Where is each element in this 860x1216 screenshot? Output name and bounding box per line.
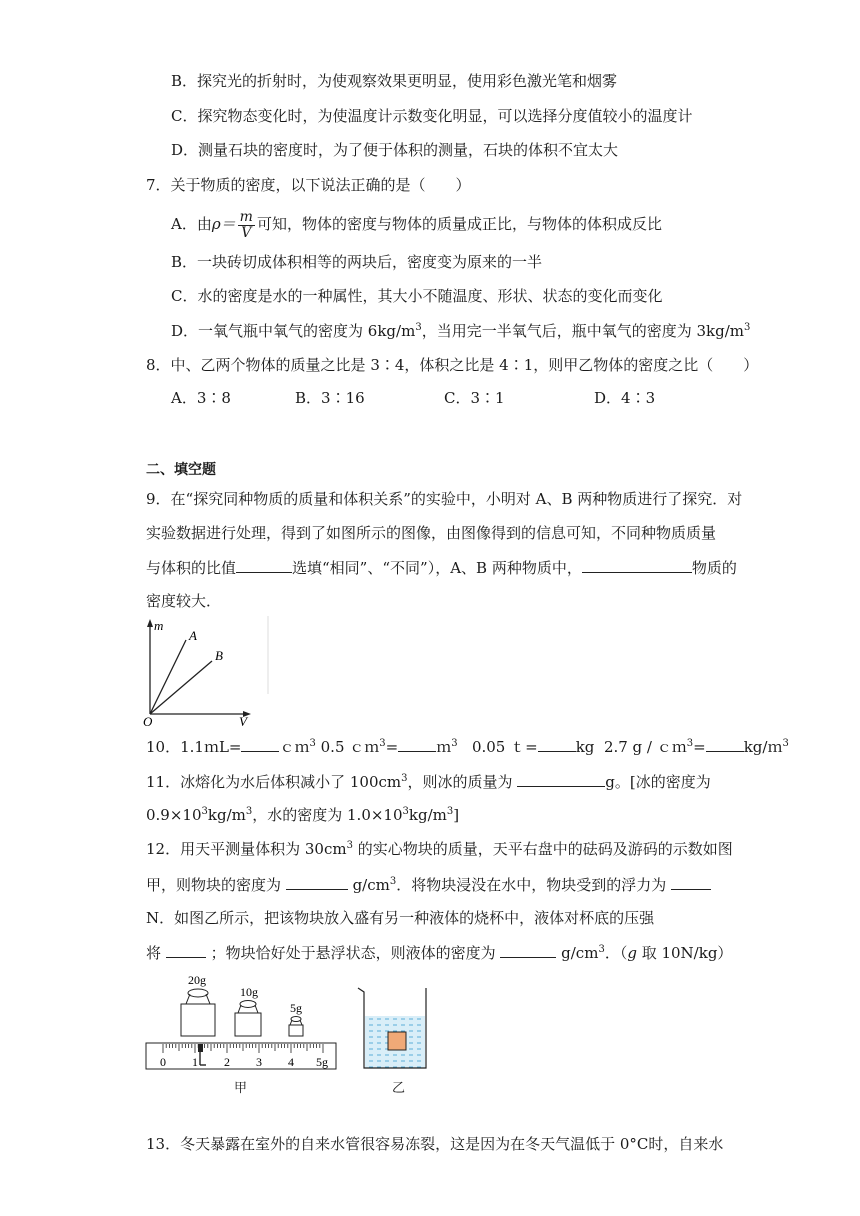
q9-line-1: 9．在“探究同种物质的质量和体积关系”的实验中，小明对 A、B 两种物质进行了探究．对 <box>146 490 743 508</box>
scale-label: 0 <box>160 1055 166 1069</box>
weight-10g <box>235 1013 261 1036</box>
superscript: 3 <box>451 738 458 749</box>
q11-line-2 <box>146 804 459 826</box>
q12-part-1: 12．用天平测量体积为 30cm <box>146 840 347 858</box>
superscript: 3 <box>782 738 789 749</box>
y-axis-label: m <box>154 618 164 633</box>
line-a-label: A <box>189 628 197 643</box>
q11-part-1: 11．冰熔化为水后体积减小了 100cm <box>146 773 402 791</box>
q9-line-3 <box>146 556 737 579</box>
answer-blank[interactable] <box>166 941 206 958</box>
superscript: 3 <box>415 322 422 333</box>
q10-unit-2: ｍ <box>436 738 452 756</box>
q9-line-3b: 选填“相同”、“不同”），A、B 两种物质中， <box>292 559 582 577</box>
fraction-denominator: V <box>241 224 252 241</box>
answer-blank[interactable] <box>671 873 711 890</box>
rho-symbol: ρ＝ <box>211 215 236 233</box>
q11-line-1 <box>146 770 711 793</box>
superscript: 3 <box>401 773 408 784</box>
answer-blank[interactable] <box>706 735 744 752</box>
answer-blank[interactable] <box>286 873 348 890</box>
q12-line-4 <box>146 941 732 964</box>
q12-part-2c: ．将物块浸没在水中，物块受到的浮力为 <box>396 876 667 894</box>
q7-option-b: B．一块砖切成体积相等的两块后，密度变为原来的一半 <box>171 253 543 271</box>
mass-volume-graph <box>140 614 270 730</box>
superscript: 3 <box>402 806 409 817</box>
scale-label: 3 <box>256 1055 262 1069</box>
rider <box>198 1044 203 1052</box>
q9-line-3c: 物质的 <box>691 559 737 577</box>
q11-bracket: ] <box>453 806 460 824</box>
q6-option-d: D．测量石块的密度时，为了便于体积的测量，石块的体积不宜太大 <box>171 141 619 159</box>
superscript: 3 <box>346 840 353 851</box>
q6-option-b: B．探究光的折射时，为使观察效果更明显，使用彩色激光笔和烟雾 <box>171 72 618 90</box>
q13-line-1: 13．冬天暴露在室外的自来水管很容易冻裂，这是因为在冬天气温低于 0°C时，自来水 <box>146 1135 724 1153</box>
section-heading: 二、填空题 <box>146 462 216 478</box>
superscript: 3 <box>245 806 253 817</box>
q7-option-d <box>171 320 750 342</box>
q8-option-b: B．3∶16 <box>295 389 365 407</box>
q11-ice-density: 0.9×10 <box>146 806 202 824</box>
weight-label-5g: 5g <box>290 1001 302 1015</box>
q11-unit: kg/m <box>207 806 246 824</box>
weight-20g <box>181 1004 215 1036</box>
q7-option-a-suffix: 可知，物体的密度与物体的质量成正比，与物体的体积成反比 <box>256 215 662 233</box>
superscript: 3 <box>379 738 386 749</box>
superscript: 3 <box>309 738 316 749</box>
figure-beaker <box>352 986 436 1072</box>
superscript: 3 <box>743 322 751 333</box>
density-fraction <box>238 210 255 241</box>
q8-stem: 8．中、乙两个物体的质量之比是 3∶4，体积之比是 4∶1，则甲乙物体的密度之比（ ） <box>146 356 759 374</box>
weight-label-10g: 10g <box>240 985 258 999</box>
scale-label: 1 <box>192 1055 198 1069</box>
origin-label: O <box>143 714 153 729</box>
fraction-numerator: m <box>239 208 253 225</box>
answer-blank[interactable] <box>398 735 436 752</box>
q12-part-4b: ；物块恰好处于悬浮状态，则液体的密度为 <box>210 944 496 962</box>
q12-part-2a: 甲，则物块的密度为 <box>146 876 282 894</box>
superscript: 3 <box>446 806 454 817</box>
line-a <box>150 640 186 714</box>
q6-option-c: C．探究物态变化时，为使温度计示数变化明显，可以选择分度值较小的温度计 <box>171 107 693 125</box>
q7-option-c: C．水的密度是水的一种属性，其大小不随温度、形状、状态的变化而变化 <box>171 287 663 305</box>
q7-option-a <box>171 207 662 241</box>
q7-d-part1: D．一氧气瓶中氧气的密度为 6kg/m <box>171 322 416 340</box>
suspended-block <box>388 1032 406 1050</box>
q12-line-2 <box>146 873 711 896</box>
g-symbol: g <box>627 944 637 962</box>
q11-part-2: ，则冰的质量为 <box>407 773 513 791</box>
rider-scale <box>146 1043 336 1069</box>
q12-part-4d: ．（ <box>604 944 628 962</box>
q12-unit: g/cm <box>561 944 599 962</box>
superscript: 3 <box>686 738 694 749</box>
q10-part-4: 2.7 g / ｃｍ <box>603 738 687 756</box>
weight-5g <box>289 1025 303 1036</box>
q12-line-3: N．如图乙所示，把该物块放入盛有另一种液体的烧杯中，液体对杯底的压强 <box>146 909 655 927</box>
x-axis-label: V <box>239 714 247 729</box>
y-axis-arrow <box>147 619 153 627</box>
q10-unit-1: ｃｍ <box>279 738 310 756</box>
q9-line-4: 密度较大． <box>146 592 222 610</box>
q12-part-1b: 的实心物块的质量，天平右盘中的砝码及游码的示数如图 <box>352 840 733 858</box>
q10-unit-3: kg <box>575 738 595 756</box>
q7-stem: 7．关于物质的密度，以下说法正确的是（ ） <box>146 176 471 194</box>
q8-option-c: C．3∶1 <box>444 389 505 407</box>
q10-part-3: 0.05 ｔ= <box>471 738 538 756</box>
answer-blank[interactable] <box>236 556 292 573</box>
q9-line-2: 实验数据进行处理，得到了如图所示的图像，由图像得到的信息可知，不同种物质质量 <box>146 524 717 542</box>
q8-option-d: D．4∶3 <box>594 389 656 407</box>
scale-label: 5g <box>316 1055 328 1069</box>
answer-blank[interactable] <box>517 770 605 787</box>
q11-part-3: g。[冰的密度为 <box>605 773 711 791</box>
superscript: 3 <box>201 806 208 817</box>
line-b-label: B <box>215 648 223 663</box>
q12-unit: g/cm <box>352 876 390 894</box>
q10-unit-4: kg/ｍ <box>743 738 783 756</box>
superscript: 3 <box>389 876 397 887</box>
answer-blank[interactable] <box>241 735 279 752</box>
weight-label-20g: 20g <box>188 973 206 987</box>
q8-option-a: A．3∶8 <box>171 389 231 407</box>
superscript: 3 <box>598 944 605 955</box>
figure-label-yi: 乙 <box>392 1081 406 1096</box>
q9-line-3a: 与体积的比值 <box>146 559 237 577</box>
q12-line-1 <box>146 838 733 860</box>
q12-part-4f: 取 10N/kg） <box>636 944 733 962</box>
q11-unit: kg/m <box>408 806 447 824</box>
q10-line <box>146 735 789 758</box>
equals-sign: = <box>385 738 399 756</box>
equals-sign: = <box>693 738 706 756</box>
q7-option-a-prefix: A．由 <box>171 215 212 233</box>
answer-blank[interactable] <box>500 941 556 958</box>
q10-part-2: 0.5 ｃｍ <box>315 738 380 756</box>
answer-blank[interactable] <box>538 735 576 752</box>
q10-part-1: 10．1.1ｍL= <box>146 738 242 756</box>
q12-part-4a: 将 <box>146 944 162 962</box>
scale-label: 4 <box>288 1055 294 1069</box>
answer-blank[interactable] <box>582 556 692 573</box>
line-b <box>150 661 212 714</box>
figure-label-jia: 甲 <box>234 1081 248 1096</box>
scale-label: 2 <box>224 1055 230 1069</box>
q11-water-density: ，水的密度为 1.0×10 <box>252 806 403 824</box>
q7-d-part2: ，当用完一半氧气后，瓶中氧气的密度为 3kg/m <box>421 322 744 340</box>
